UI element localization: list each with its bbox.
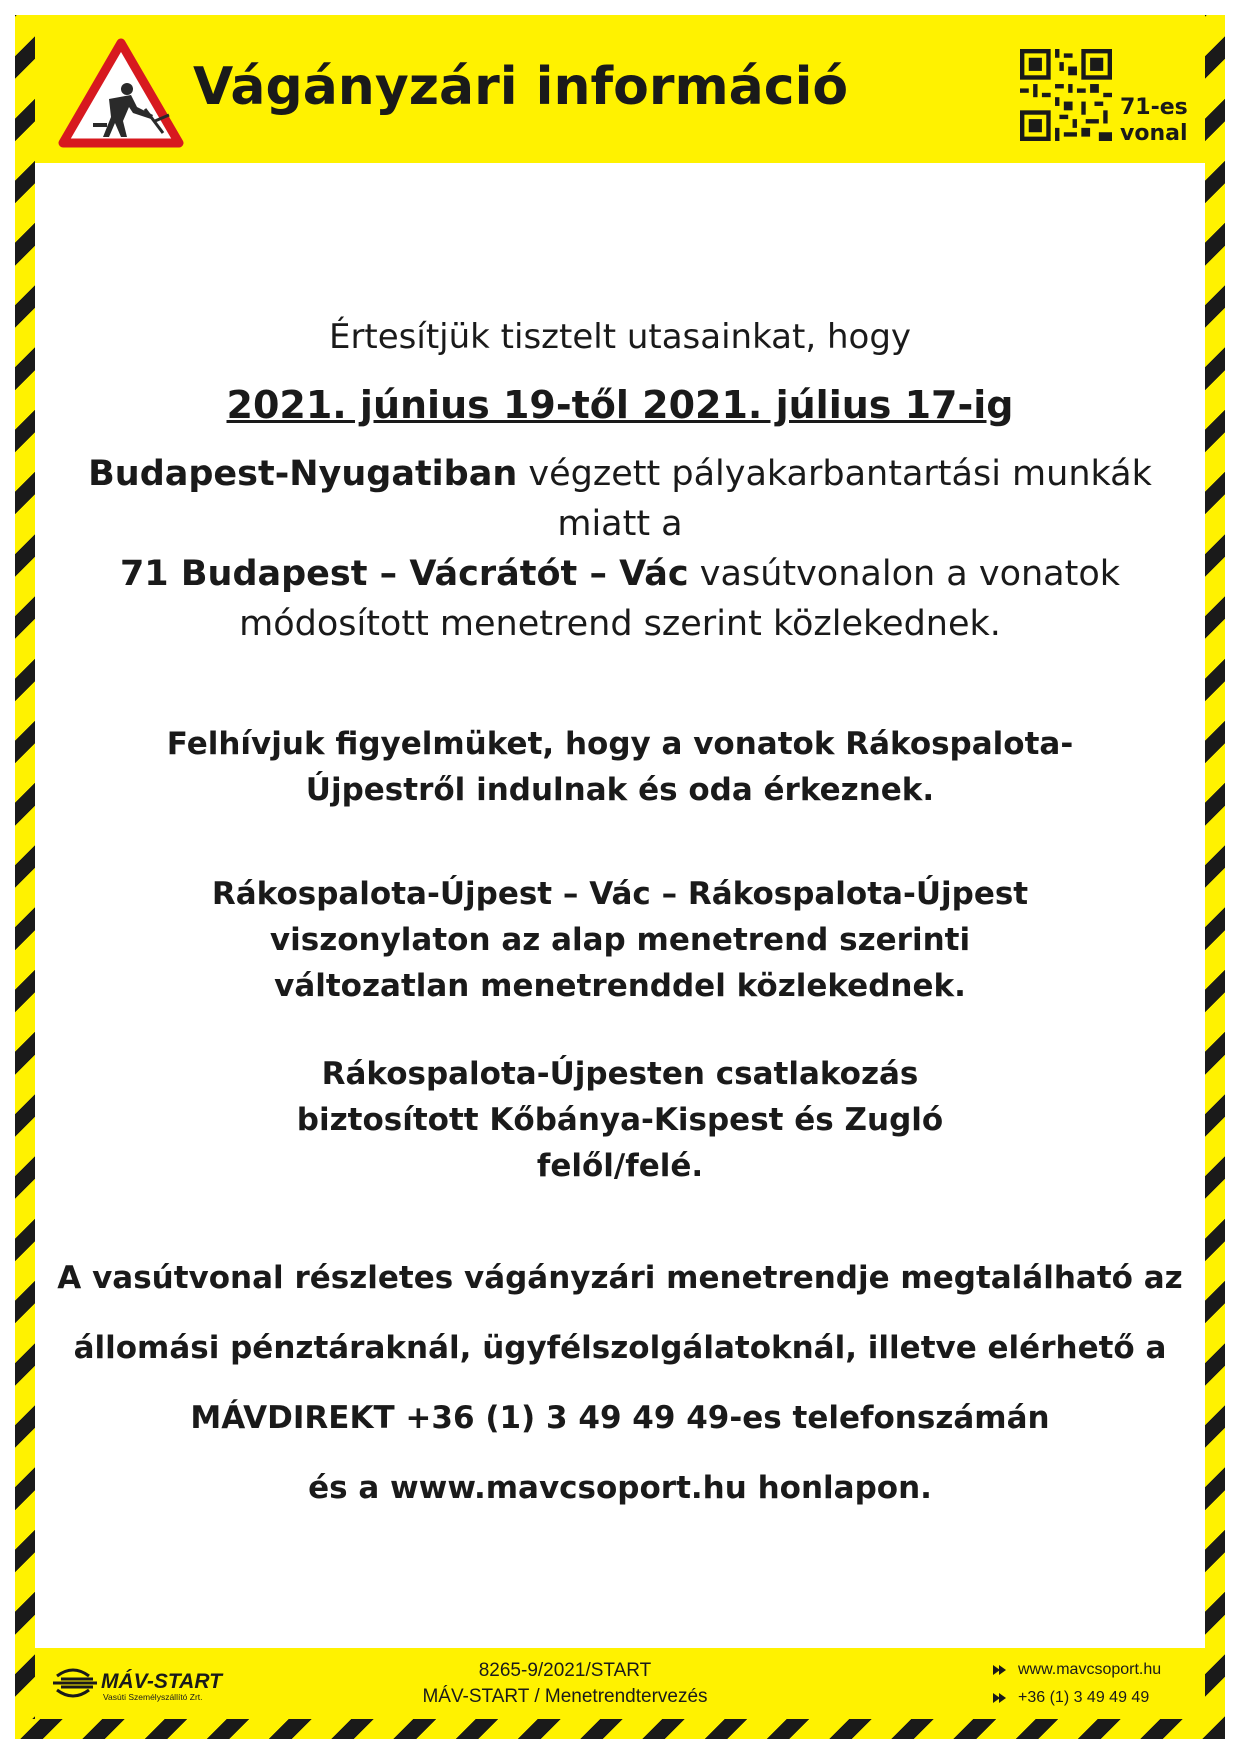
hazard-stripe-bottom: [15, 1719, 1225, 1739]
footer-document-info: [365, 1658, 765, 1710]
website-row[interactable]: [985, 1656, 1195, 1684]
double-arrow-icon: [999, 1665, 1006, 1675]
location-name: Budapest-Nyugatiban: [88, 454, 518, 494]
mav-start-logo: [53, 1660, 253, 1708]
reason-text: végzett pályakarbantartási munkák miatt a: [517, 454, 1152, 544]
line-badge-label: vonal: [1120, 121, 1188, 146]
hazard-stripe-right: [1205, 15, 1225, 1739]
website-link[interactable]: www.mavcsoport.hu: [1018, 1661, 1162, 1678]
info-line-4: és a www.mavcsoport.hu honlapon.: [308, 1470, 932, 1506]
notice-departure: Felhívjuk figyelmüket, hogy a vonatok Rákospalota-Újpestről indulnak és oda érkeznek.: [166, 726, 1074, 808]
footer-contacts: [985, 1656, 1195, 1712]
line-name: 71 Budapest – Vácrátót – Vác: [119, 554, 689, 594]
footer-bar: [35, 1648, 1205, 1719]
page-title: Vágányzári információ: [193, 57, 849, 117]
line-badge-number: 71-es: [1120, 95, 1188, 120]
info-line-3: MÁVDIREKT +36 (1) 3 49 49 49-es telefonszámán: [190, 1400, 1050, 1436]
phone-row[interactable]: [985, 1684, 1195, 1712]
qr-code-icon[interactable]: [1020, 49, 1112, 141]
document-number: 8265-9/2021/START: [478, 1660, 652, 1681]
notice-body: [35, 163, 1205, 1648]
notice-timetable: Rákospalota-Újpest – Vác – Rákospalota-Újpest viszonylaton az alap menetrend szerinti változatlan menetrenddel közlekednek.: [211, 876, 1029, 1004]
reason-paragraph: [35, 449, 1205, 649]
line-badge: [1120, 95, 1188, 147]
line-text: vasútvonalon a vonatok módosított menetrend szerint közlekednek.: [239, 554, 1121, 644]
double-arrow-icon: [999, 1693, 1006, 1703]
info-line-1: A vasútvonal részletes vágányzári menetrendje megtalálható az: [57, 1260, 1183, 1296]
date-range: 2021. június 19-től 2021. július 17-ig: [226, 383, 1014, 427]
phone-number[interactable]: +36 (1) 3 49 49 49: [1018, 1689, 1150, 1706]
department-name: MÁV-START / Menetrendtervezés: [422, 1686, 708, 1707]
logo-subtext: Vasúti Személyszállító Zrt.: [103, 1692, 203, 1702]
header-bar: [35, 35, 1205, 163]
logo-text: MÁV-START: [101, 1670, 222, 1693]
info-line-2: állomási pénztáraknál, ügyfélszolgálatoknál, illetve elérhető a: [73, 1330, 1167, 1366]
hazard-stripe-left: [15, 15, 35, 1739]
intro-text: Értesítjük tisztelt utasainkat, hogy: [328, 317, 912, 357]
notice-connection: Rákospalota-Újpesten csatlakozás biztosított Kőbánya-Kispest és Zugló felől/felé.: [296, 1056, 944, 1184]
info-paragraph: [35, 1243, 1205, 1523]
road-works-warning-icon: [57, 37, 185, 149]
